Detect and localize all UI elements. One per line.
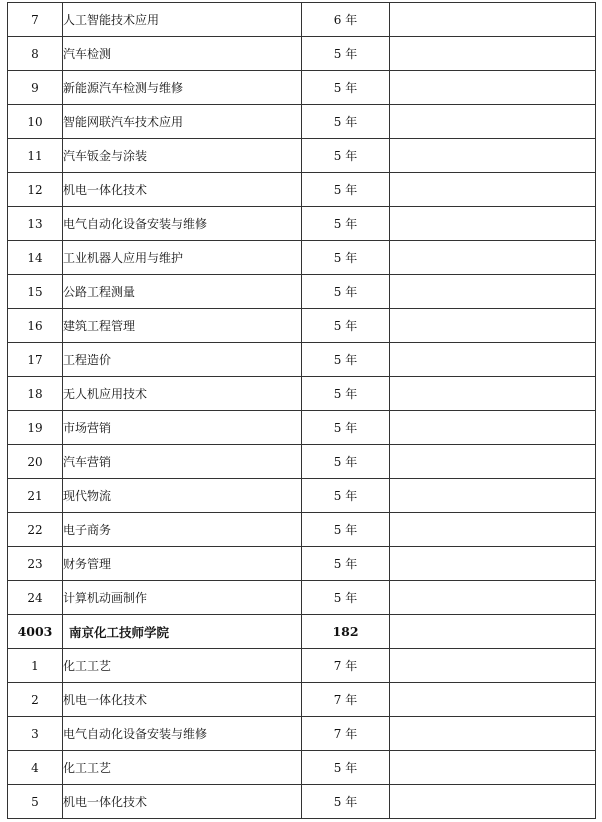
table-row (8, 241, 596, 275)
major-name: 工业机器人应用与维护 (63, 241, 302, 275)
major-name: 新能源汽车检测与维修 (63, 71, 302, 105)
duration: 5 年 (302, 173, 390, 207)
major-name: 机电一体化技术 (63, 173, 302, 207)
remarks-cell (390, 105, 596, 139)
table-row (8, 683, 596, 717)
table-row (8, 411, 596, 445)
major-name: 计算机动画制作 (63, 581, 302, 615)
remarks-cell (390, 207, 596, 241)
row-number: 20 (8, 445, 63, 479)
remarks-cell (390, 513, 596, 547)
duration: 5 年 (302, 785, 390, 819)
remarks-cell (390, 411, 596, 445)
row-number: 14 (8, 241, 63, 275)
major-name: 建筑工程管理 (63, 309, 302, 343)
major-name: 公路工程测量 (63, 275, 302, 309)
table-row (8, 581, 596, 615)
enrollment-table (7, 2, 596, 819)
major-name: 智能网联汽车技术应用 (63, 105, 302, 139)
duration: 5 年 (302, 207, 390, 241)
remarks-cell (390, 343, 596, 377)
major-name: 无人机应用技术 (63, 377, 302, 411)
duration: 5 年 (302, 241, 390, 275)
remarks-cell (390, 479, 596, 513)
school-code: 4003 (8, 615, 63, 649)
major-name: 电子商务 (63, 513, 302, 547)
row-number: 5 (8, 785, 63, 819)
row-number: 22 (8, 513, 63, 547)
remarks-cell (390, 615, 596, 649)
duration: 5 年 (302, 71, 390, 105)
row-number: 21 (8, 479, 63, 513)
remarks-cell (390, 785, 596, 819)
row-number: 9 (8, 71, 63, 105)
duration: 5 年 (302, 309, 390, 343)
remarks-cell (390, 3, 596, 37)
major-name: 汽车营销 (63, 445, 302, 479)
remarks-cell (390, 377, 596, 411)
duration: 5 年 (302, 37, 390, 71)
major-name: 化工工艺 (63, 649, 302, 683)
duration: 5 年 (302, 479, 390, 513)
row-number: 3 (8, 717, 63, 751)
duration: 7 年 (302, 683, 390, 717)
row-number: 19 (8, 411, 63, 445)
duration: 6 年 (302, 3, 390, 37)
remarks-cell (390, 547, 596, 581)
table-row (8, 377, 596, 411)
duration: 5 年 (302, 139, 390, 173)
remarks-cell (390, 581, 596, 615)
duration: 5 年 (302, 445, 390, 479)
table-row (8, 785, 596, 819)
duration: 5 年 (302, 581, 390, 615)
major-name: 电气自动化设备安装与维修 (63, 207, 302, 241)
remarks-cell (390, 173, 596, 207)
table-row (8, 513, 596, 547)
major-name: 现代物流 (63, 479, 302, 513)
table-row (8, 649, 596, 683)
table-row (8, 37, 596, 71)
major-name: 工程造价 (63, 343, 302, 377)
major-name: 汽车钣金与涂装 (63, 139, 302, 173)
major-name: 人工智能技术应用 (63, 3, 302, 37)
major-name: 机电一体化技术 (63, 683, 302, 717)
duration: 7 年 (302, 717, 390, 751)
row-number: 10 (8, 105, 63, 139)
major-name: 汽车检测 (63, 37, 302, 71)
remarks-cell (390, 275, 596, 309)
major-name: 市场营销 (63, 411, 302, 445)
remarks-cell (390, 139, 596, 173)
remarks-cell (390, 649, 596, 683)
remarks-cell (390, 37, 596, 71)
row-number: 2 (8, 683, 63, 717)
table-row (8, 479, 596, 513)
remarks-cell (390, 751, 596, 785)
table-row (8, 207, 596, 241)
row-number: 16 (8, 309, 63, 343)
row-number: 17 (8, 343, 63, 377)
table-row (8, 139, 596, 173)
duration: 5 年 (302, 105, 390, 139)
school-total: 182 (302, 615, 390, 649)
row-number: 13 (8, 207, 63, 241)
major-name: 机电一体化技术 (63, 785, 302, 819)
row-number: 12 (8, 173, 63, 207)
row-number: 1 (8, 649, 63, 683)
major-name: 电气自动化设备安装与维修 (63, 717, 302, 751)
remarks-cell (390, 445, 596, 479)
remarks-cell (390, 241, 596, 275)
table-row (8, 275, 596, 309)
remarks-cell (390, 683, 596, 717)
duration: 5 年 (302, 343, 390, 377)
row-number: 4 (8, 751, 63, 785)
school-header-row (8, 615, 596, 649)
remarks-cell (390, 309, 596, 343)
duration: 5 年 (302, 411, 390, 445)
table-row (8, 717, 596, 751)
row-number: 18 (8, 377, 63, 411)
remarks-cell (390, 717, 596, 751)
table-row (8, 309, 596, 343)
duration: 5 年 (302, 513, 390, 547)
duration: 5 年 (302, 377, 390, 411)
table-row (8, 71, 596, 105)
row-number: 15 (8, 275, 63, 309)
duration: 7 年 (302, 649, 390, 683)
duration: 5 年 (302, 547, 390, 581)
table-row (8, 547, 596, 581)
major-name: 财务管理 (63, 547, 302, 581)
row-number: 23 (8, 547, 63, 581)
row-number: 24 (8, 581, 63, 615)
table-row (8, 445, 596, 479)
table-body (8, 3, 596, 819)
row-number: 11 (8, 139, 63, 173)
duration: 5 年 (302, 751, 390, 785)
school-name: 南京化工技师学院 (63, 615, 302, 649)
enrollment-table-page (7, 2, 595, 819)
duration: 5 年 (302, 275, 390, 309)
table-row (8, 751, 596, 785)
table-row (8, 343, 596, 377)
row-number: 7 (8, 3, 63, 37)
row-number: 8 (8, 37, 63, 71)
table-row (8, 173, 596, 207)
major-name: 化工工艺 (63, 751, 302, 785)
table-row (8, 105, 596, 139)
remarks-cell (390, 71, 596, 105)
table-row (8, 3, 596, 37)
